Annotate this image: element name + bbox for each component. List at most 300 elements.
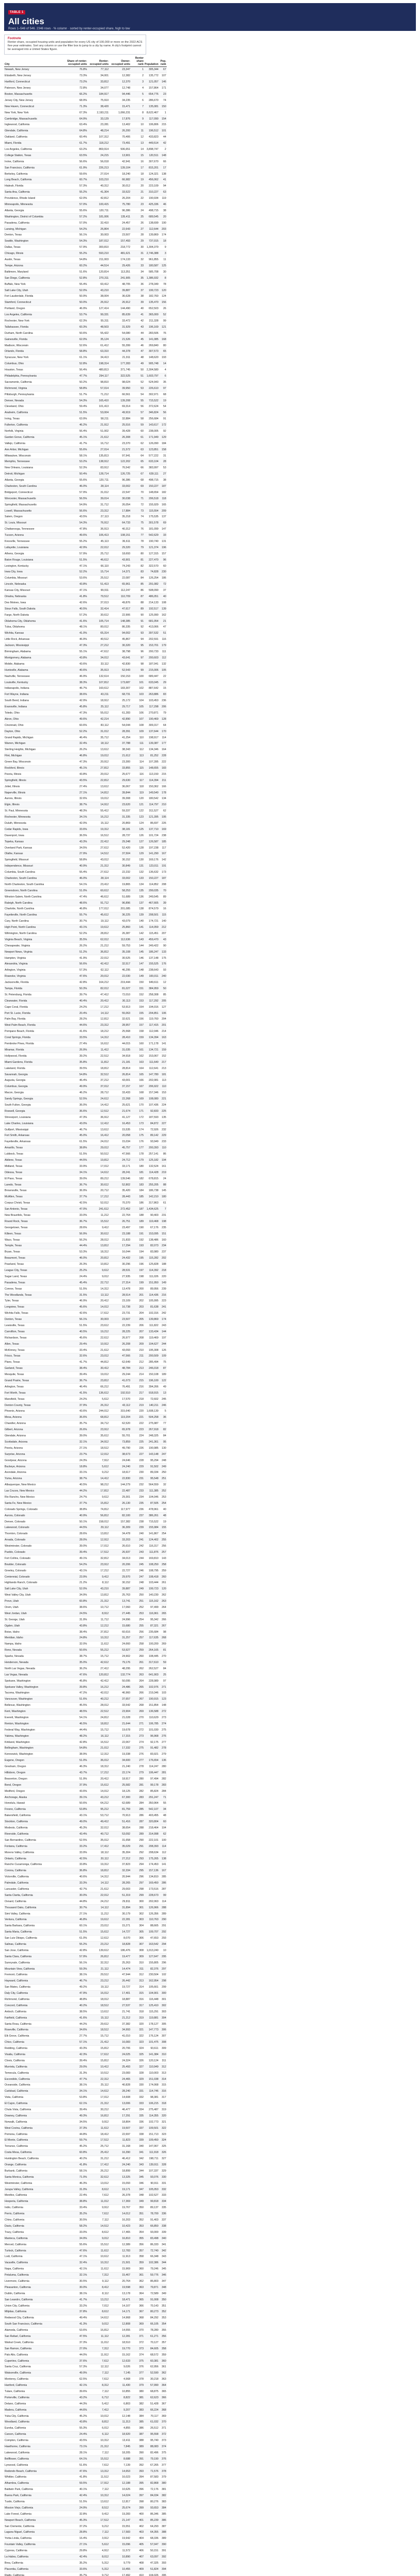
population-cell: 93,611 <box>144 2045 159 2052</box>
share-rank-cell: 154 <box>131 1004 144 1010</box>
renter-units-cell: 26,812 <box>87 1954 109 1960</box>
share-rank-cell: 176 <box>131 1139 144 1145</box>
owner-units-cell: 21,644 <box>109 1721 131 1727</box>
table-row <box>4 790 167 796</box>
owner-units-cell: 32,334 <box>109 1868 131 1874</box>
renter-units-cell: 17,512 <box>87 2138 109 2144</box>
pop-rank-cell: 154 <box>159 116 167 122</box>
pop-rank-cell: 278 <box>159 1745 167 1752</box>
table-row <box>4 354 167 361</box>
city-cell: Santa Rosa, California <box>4 2021 66 2027</box>
pop-rank-cell: 286 <box>159 1880 167 1886</box>
table-row <box>4 1494 167 1500</box>
renter-units-cell: 27,014 <box>87 171 109 177</box>
owner-units-cell: 86,335 <box>109 624 131 631</box>
table-row <box>4 1212 167 1218</box>
city-cell: Pasadena, California <box>4 220 66 226</box>
owner-units-cell: 29,426 <box>109 263 131 269</box>
share-rank-cell: 351 <box>131 2211 144 2217</box>
share-rank-cell: 13 <box>131 140 144 146</box>
renter-units-cell: 16,812 <box>87 2327 109 2333</box>
owner-units-cell: 30,152 <box>109 1580 131 1586</box>
share-rank-cell: 15 <box>131 152 144 159</box>
pop-rank-cell: 61 <box>159 1200 167 1206</box>
column-header-share-rank[interactable]: Renter share rank <box>131 57 144 67</box>
owner-units-cell: 18,125 <box>109 1788 131 1794</box>
renter-share-cell: 56.9% <box>66 1231 87 1237</box>
renter-share-cell: 54.8% <box>66 1072 87 1078</box>
renter-units-cell: 20,412 <box>87 998 109 1004</box>
city-cell: Abilene, Texas <box>4 1157 66 1163</box>
renter-share-cell: 25.2% <box>66 1267 87 1274</box>
renter-units-cell: 14,912 <box>87 802 109 808</box>
population-cell: 117,090 <box>144 116 159 122</box>
pop-rank-cell: 120 <box>159 1586 167 1592</box>
table-row <box>4 1801 167 1807</box>
renter-share-cell: 23.9% <box>66 1574 87 1580</box>
owner-units-cell: 21,911 <box>109 354 131 361</box>
owner-units-cell: 43,079 <box>109 918 131 924</box>
city-cell: Santa Fe, New Mexico <box>4 1500 66 1506</box>
renter-share-cell: 16.4% <box>66 2535 87 2541</box>
pop-rank-cell: 114 <box>159 1843 167 1850</box>
renter-units-cell: 26,804 <box>87 226 109 232</box>
renter-share-cell: 44.5% <box>66 1524 87 1531</box>
renter-units-cell: 14,412 <box>87 1476 109 1482</box>
pop-rank-cell: 184 <box>159 440 167 447</box>
city-cell: Vacaville, California <box>4 2260 66 2266</box>
population-cell: 90,911 <box>144 2180 159 2187</box>
share-rank-cell: 183 <box>131 1182 144 1188</box>
renter-units-cell: 15,612 <box>87 1782 109 1788</box>
city-cell: Knoxville, Tennessee <box>4 538 66 545</box>
share-rank-cell: 254 <box>131 1617 144 1623</box>
share-rank-cell: 285 <box>131 1806 144 1812</box>
share-rank-cell: 196 <box>131 1261 144 1267</box>
renter-units-cell: 50,512 <box>87 1151 109 1157</box>
renter-units-cell: 23,912 <box>87 1427 109 1433</box>
share-rank-cell: 24 <box>131 208 144 214</box>
owner-units-cell: 18,828 <box>109 1941 131 1947</box>
share-rank-cell: 150 <box>131 979 144 986</box>
pop-rank-cell: 71 <box>159 1794 167 1801</box>
population-cell: 180,542 <box>144 795 159 802</box>
share-rank-cell: 141 <box>131 924 144 930</box>
city-cell: Providence, Rhode Island <box>4 195 66 201</box>
city-cell: Killeen, Texas <box>4 1231 66 1237</box>
table-row <box>4 1776 167 1782</box>
table-row <box>4 189 167 195</box>
pop-rank-cell: 60 <box>159 1819 167 1825</box>
owner-units-cell: 50,095 <box>109 1678 131 1684</box>
population-cell: 127,315 <box>144 551 159 557</box>
share-rank-cell: 191 <box>131 1231 144 1237</box>
renter-units-cell: 21,612 <box>87 1886 109 1892</box>
pop-rank-cell: 331 <box>159 2180 167 2187</box>
table-row <box>4 1316 167 1323</box>
owner-units-cell: 30,849 <box>109 863 131 869</box>
pop-rank-cell: 21 <box>159 618 167 624</box>
pop-rank-cell: 274 <box>159 1721 167 1727</box>
renter-units-cell: 27,612 <box>87 845 109 851</box>
share-rank-cell: 43 <box>131 324 144 330</box>
population-cell: 386,261 <box>144 1513 159 1519</box>
pop-rank-cell: 361 <box>159 2364 167 2370</box>
pop-rank-cell: 388 <box>159 2530 167 2536</box>
renter-share-cell: 48.5% <box>66 1708 87 1715</box>
table-row <box>4 1353 167 1360</box>
pop-rank-cell: 225 <box>159 1108 167 1114</box>
pop-rank-cell: 131 <box>159 538 167 545</box>
population-cell: 57,990 <box>144 2382 159 2388</box>
pop-rank-cell: 281 <box>159 1770 167 1776</box>
owner-units-cell: 9,026 <box>109 2364 131 2370</box>
share-rank-cell: 245 <box>131 1562 144 1568</box>
owner-units-cell: 53,913 <box>109 1004 131 1010</box>
population-cell: 111,918 <box>144 2149 159 2156</box>
renter-share-cell: 62.1% <box>66 2100 87 2107</box>
renter-units-cell: 39,014 <box>87 496 109 502</box>
table-row <box>4 1329 167 1335</box>
renter-units-cell: 17,012 <box>87 2094 109 2100</box>
renter-units-cell: 31,012 <box>87 728 109 735</box>
population-cell: 126,356 <box>144 1911 159 1917</box>
renter-units-cell: 32,012 <box>87 1825 109 1831</box>
pop-rank-cell: 161 <box>159 1163 167 1170</box>
owner-units-cell: 22,643 <box>109 226 131 232</box>
renter-share-cell: 46.4% <box>66 1077 87 1083</box>
pop-rank-cell: 258 <box>159 1562 167 1568</box>
table-row <box>4 459 167 465</box>
owner-units-cell: 30,179 <box>109 1911 131 1917</box>
renter-units-cell: 19,612 <box>87 924 109 930</box>
share-rank-cell: 405 <box>131 2541 144 2548</box>
pop-rank-cell: 256 <box>159 1543 167 1549</box>
table-row <box>4 520 167 526</box>
owner-units-cell: 28,531 <box>109 1267 131 1274</box>
share-rank-cell: 9 <box>131 116 144 122</box>
share-rank-cell: 320 <box>131 2021 144 2027</box>
renter-units-cell: 120,814 <box>87 269 109 275</box>
city-cell: Roswell, Georgia <box>4 1108 66 1114</box>
column-header-owner-units[interactable]: Owner-occupied units <box>109 57 131 67</box>
renter-share-cell: 29.0% <box>66 2064 87 2070</box>
share-rank-cell: 311 <box>131 1966 144 1972</box>
table-row <box>4 1206 167 1212</box>
table-row <box>4 2530 167 2536</box>
share-rank-cell: 80 <box>131 551 144 557</box>
city-cell: Columbia, South Carolina <box>4 869 66 875</box>
city-cell: Longview, Texas <box>4 1304 66 1310</box>
owner-units-cell: 1,066,231 <box>109 110 131 116</box>
population-cell: 82,496 <box>144 2450 159 2456</box>
city-cell: Des Moines, Iowa <box>4 600 66 606</box>
table-row <box>4 1562 167 1568</box>
pop-rank-cell: 127 <box>159 1004 167 1010</box>
pop-rank-cell: 8 <box>159 275 167 281</box>
owner-units-cell: 19,767 <box>109 2205 131 2211</box>
renter-units-cell: 74,812 <box>87 1506 109 1513</box>
population-cell: 270,871 <box>144 710 159 716</box>
table-row <box>4 1433 167 1439</box>
owner-units-cell: 37,657 <box>109 1696 131 1702</box>
table-row <box>4 128 167 134</box>
share-rank-cell: 157 <box>131 1022 144 1028</box>
owner-units-cell: 15,969 <box>109 2266 131 2272</box>
renter-units-cell: 11,812 <box>87 1059 109 1065</box>
share-rank-cell: 108 <box>131 722 144 728</box>
table-row <box>4 924 167 930</box>
table-row <box>4 403 167 410</box>
city-cell: Paterson, New Jersey <box>4 85 66 91</box>
table-row <box>4 146 167 152</box>
city-cell: Tempe, Arizona <box>4 263 66 269</box>
owner-units-cell: 24,240 <box>109 1464 131 1470</box>
population-cell: 171,949 <box>144 434 159 440</box>
table-row <box>4 2143 167 2149</box>
column-header-pop-rank[interactable]: Pop. rank <box>159 57 167 67</box>
renter-units-cell: 46,612 <box>87 894 109 900</box>
share-rank-cell: 269 <box>131 1708 144 1715</box>
owner-units-cell: 29,244 <box>109 1371 131 1378</box>
renter-share-cell: 49.1% <box>66 1555 87 1562</box>
renter-units-cell: 76,912 <box>87 520 109 526</box>
table-row <box>4 2315 167 2321</box>
renter-share-cell: 38.7% <box>66 802 87 808</box>
owner-units-cell: 29,970 <box>109 1574 131 1580</box>
renter-units-cell: 8,312 <box>87 2382 109 2388</box>
pop-rank-cell: 392 <box>159 2554 167 2560</box>
table-row <box>4 1145 167 1151</box>
owner-units-cell: 24,432 <box>109 1255 131 1261</box>
renter-share-cell: 44.2% <box>66 2021 87 2027</box>
city-cell: Mesquite, Texas <box>4 1371 66 1378</box>
pop-rank-cell: 340 <box>159 2235 167 2242</box>
renter-share-cell: 43.1% <box>66 1568 87 1574</box>
share-rank-cell: 213 <box>131 1365 144 1371</box>
share-rank-cell: 134 <box>131 882 144 888</box>
population-cell: 90,403 <box>144 1212 159 1218</box>
share-rank-cell: 389 <box>131 2444 144 2450</box>
pop-rank-cell: 65 <box>159 348 167 354</box>
renter-units-cell: 14,312 <box>87 1035 109 1041</box>
share-rank-cell: 290 <box>131 1837 144 1843</box>
population-cell: 141,085 <box>144 336 159 343</box>
renter-share-cell: 55.6% <box>66 2242 87 2248</box>
table-row <box>4 1458 167 1464</box>
renter-share-cell: 52.2% <box>66 728 87 735</box>
population-cell: 95,740 <box>144 2437 159 2444</box>
renter-units-cell: 40,212 <box>87 1696 109 1702</box>
renter-units-cell: 5,312 <box>87 2560 109 2566</box>
renter-units-cell: 16,812 <box>87 2113 109 2119</box>
population-cell: 285,494 <box>144 1359 159 1365</box>
owner-units-cell: 45,757 <box>109 1145 131 1151</box>
table-row <box>4 680 167 686</box>
renter-share-cell: 32.6% <box>66 795 87 802</box>
share-rank-cell: 37 <box>131 287 144 294</box>
renter-units-cell: 33,112 <box>87 661 109 667</box>
city-cell: Ogden, Utah <box>4 1623 66 1629</box>
pop-rank-cell: 300 <box>159 1990 167 1996</box>
share-rank-cell: 7 <box>131 104 144 110</box>
share-rank-cell: 190 <box>131 1225 144 1231</box>
renter-units-cell: 25,512 <box>87 575 109 581</box>
pop-rank-cell: 89 <box>159 894 167 900</box>
population-cell: 103,444 <box>144 1580 159 1586</box>
city-cell: Arlington, Virginia <box>4 967 66 973</box>
city-cell: Centennial, Colorado <box>4 1574 66 1580</box>
renter-share-cell: 71.3% <box>66 104 87 110</box>
population-cell: 2,746,388 <box>144 250 159 257</box>
pop-rank-cell: 314 <box>159 2076 167 2082</box>
renter-units-cell: 17,812 <box>87 1488 109 1494</box>
owner-units-cell: 47,617 <box>109 606 131 612</box>
city-cell: Mesa, Arizona <box>4 1414 66 1420</box>
renter-share-cell: 55.1% <box>66 649 87 655</box>
city-cell: Peoria, Arizona <box>4 1445 66 1451</box>
population-cell: 715,522 <box>144 398 159 404</box>
share-rank-cell: 289 <box>131 1831 144 1837</box>
owner-units-cell: 14,107 <box>109 2303 131 2309</box>
population-cell: 117,415 <box>144 1022 159 1028</box>
share-rank-cell: 103 <box>131 691 144 698</box>
table-row <box>4 1947 167 1954</box>
city-cell: Napa, California <box>4 2266 66 2272</box>
city-cell: Placentia, California <box>4 2566 66 2572</box>
renter-units-cell: 45,612 <box>87 912 109 918</box>
city-cell: Murrieta, California <box>4 2064 66 2070</box>
renter-units-cell: 23,612 <box>87 1323 109 1329</box>
share-rank-cell: 11 <box>131 128 144 134</box>
renter-share-cell: 60.6% <box>66 722 87 728</box>
population-cell: 111,640 <box>144 1059 159 1065</box>
city-cell: Concord, California <box>4 2003 66 2009</box>
table-row <box>4 1868 167 1874</box>
column-header-share[interactable]: Share of renter-occupied units <box>66 57 87 67</box>
pop-rank-cell: 163 <box>159 1035 167 1041</box>
owner-units-cell: 48,784 <box>109 1365 131 1371</box>
owner-units-cell: 24,996 <box>109 1617 131 1623</box>
table-row <box>4 777 167 784</box>
owner-units-cell: 148,385 <box>109 618 131 624</box>
city-cell: Yuba City, California <box>4 2413 66 2419</box>
table-row <box>4 2082 167 2089</box>
city-cell: Tyler, Texas <box>4 1298 66 1304</box>
population-cell: 291,247 <box>144 1794 159 1801</box>
population-cell: 214,133 <box>144 600 159 606</box>
population-cell: 141,384 <box>144 2052 159 2058</box>
renter-share-cell: 56.2% <box>66 1237 87 1243</box>
renter-share-cell: 56.5% <box>66 496 87 502</box>
owner-units-cell: 11,823 <box>109 2138 131 2144</box>
city-cell: Laredo, Texas <box>4 1182 66 1188</box>
renter-share-cell: 45.6% <box>66 1304 87 1310</box>
owner-units-cell: 79,176 <box>109 1659 131 1666</box>
pop-rank-cell: 129 <box>159 434 167 440</box>
table-row <box>4 2131 167 2138</box>
population-cell: 66,224 <box>144 2407 159 2413</box>
share-rank-cell: 97 <box>131 655 144 661</box>
population-cell: 104,026 <box>144 2572 159 2576</box>
pop-rank-cell: 253 <box>159 1494 167 1500</box>
city-cell: Norfolk, Virginia <box>4 428 66 434</box>
renter-units-cell: 27,412 <box>87 1666 109 1672</box>
renter-units-cell: 15,812 <box>87 2045 109 2052</box>
city-cell: Hartford, Connecticut <box>4 79 66 85</box>
pop-rank-cell: 56 <box>159 410 167 416</box>
share-rank-cell: 372 <box>131 2340 144 2346</box>
owner-units-cell: 9,207 <box>109 2407 131 2413</box>
renter-units-cell: 16,512 <box>87 1739 109 1745</box>
owner-units-cell: 29,811 <box>109 1899 131 1905</box>
share-rank-cell: 153 <box>131 998 144 1004</box>
table-row <box>4 949 167 955</box>
city-cell: Fairfield, California <box>4 2015 66 2021</box>
renter-units-cell: 135,813 <box>87 453 109 459</box>
renter-share-cell: 60.8% <box>66 1598 87 1604</box>
renter-share-cell: 49.4% <box>66 2315 87 2321</box>
pop-rank-cell: 219 <box>159 1170 167 1176</box>
renter-share-cell: 41.7% <box>66 440 87 447</box>
share-rank-cell: 205 <box>131 1316 144 1323</box>
city-cell: Union City, California <box>4 2303 66 2309</box>
city-cell: San Antonio, Texas <box>4 1206 66 1212</box>
city-cell: Dublin, California <box>4 2291 66 2297</box>
table-row <box>4 581 167 587</box>
renter-share-cell: 44.3% <box>66 2401 87 2407</box>
share-rank-cell: 55 <box>131 398 144 404</box>
share-rank-cell: 384 <box>131 2413 144 2419</box>
owner-units-cell: 65,961 <box>109 581 131 587</box>
share-rank-cell: 224 <box>131 1433 144 1439</box>
city-cell: Pembroke Pines, Florida <box>4 1041 66 1047</box>
renter-share-cell: 28.1% <box>66 2450 87 2456</box>
share-rank-cell: 115 <box>131 765 144 771</box>
population-cell: 255,205 <box>144 1182 159 1188</box>
renter-units-cell: 22,612 <box>87 1335 109 1341</box>
population-cell: 542,629 <box>144 532 159 538</box>
population-cell: 219,346 <box>144 1690 159 1697</box>
table-row <box>4 1200 167 1206</box>
owner-units-cell: 14,474 <box>109 1966 131 1972</box>
table-row <box>4 483 167 489</box>
share-rank-cell: 194 <box>131 1249 144 1255</box>
column-header-population[interactable]: Population <box>144 57 159 67</box>
city-cell: Livermore, California <box>4 2278 66 2284</box>
renter-share-cell: 55.3% <box>66 2425 87 2431</box>
owner-units-cell: 34,478 <box>109 1531 131 1537</box>
owner-units-cell: 28,443 <box>109 1194 131 1200</box>
renter-share-cell: 26.2% <box>66 747 87 753</box>
population-cell: 157,136 <box>144 1868 159 1874</box>
share-rank-cell: 291 <box>131 1843 144 1850</box>
share-rank-cell: 2 <box>131 73 144 79</box>
column-header-renter-units[interactable]: Renter-occupied units <box>87 57 109 67</box>
share-rank-cell: 216 <box>131 1384 144 1390</box>
owner-units-cell: 8,070 <box>109 1935 131 1941</box>
population-cell: 147,773 <box>144 2027 159 2033</box>
city-cell: Santa Monica, California <box>4 2174 66 2180</box>
population-cell: 150,362 <box>144 784 159 790</box>
population-cell: 95,558 <box>144 2431 159 2437</box>
column-header-city[interactable]: City <box>4 57 66 67</box>
owner-units-cell: 25,763 <box>109 1592 131 1598</box>
population-cell: 108,795 <box>144 1568 159 1574</box>
table-row <box>4 2327 167 2333</box>
owner-units-cell: 36,611 <box>109 538 131 545</box>
city-cell: Stamford, Connecticut <box>4 299 66 306</box>
